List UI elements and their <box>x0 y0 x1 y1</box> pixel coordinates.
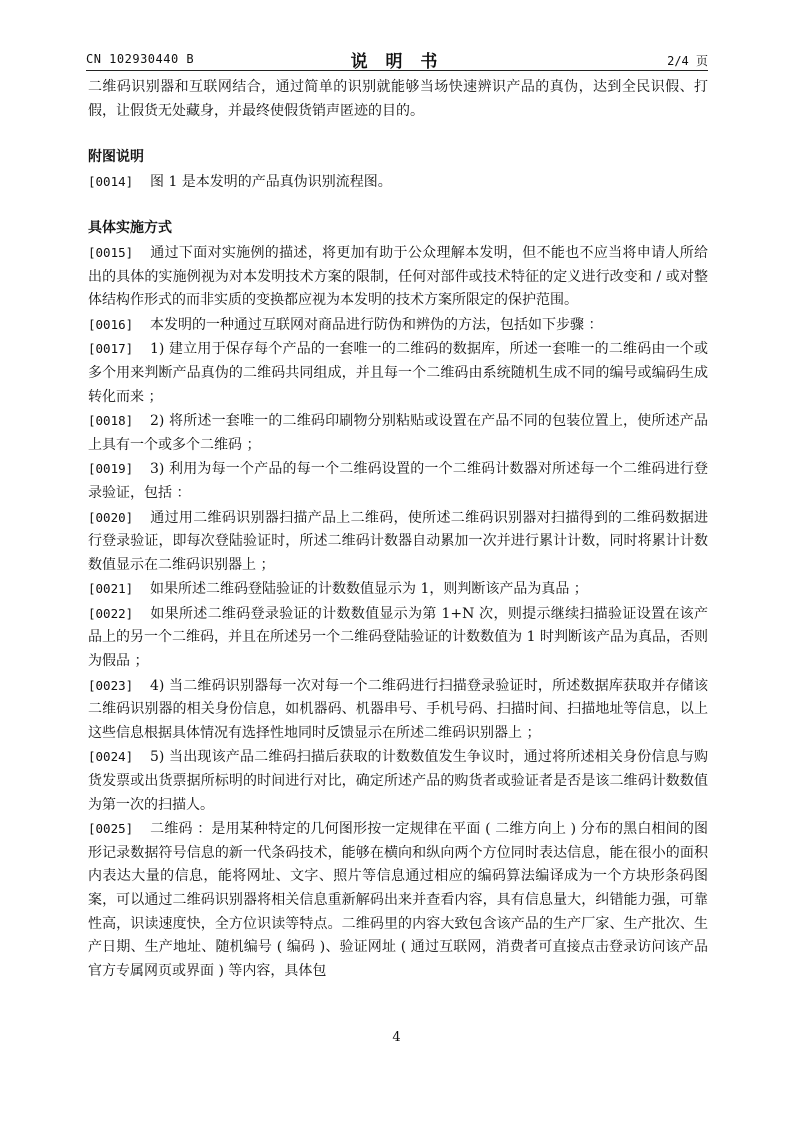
paragraph-tag: [0025] <box>88 821 134 837</box>
spacer <box>88 194 708 217</box>
paragraph-text: 二维码 ：是用某种特定的几何图形按一定规律在平面 ( 二维方向上 ) 分布的黑白相间的图形记录数据符号信息的新一代条码技术，能够在横向和纵向两个方位同时表达信息，能在很小的面积内表达大量的信息，能将网址、文字、照片等信息通过相应的编码算法编译成为一个方块形条码图案，可以通过二维码识别器将相关信息重新解码出来并查看内容，具有信息量大，纠错能力强，可靠性高，识读速度快，全方位识读等特点。二维码里的内容大致包含该产品的生产厂家、生产批次、生产日期、生产地址、随机编号 ( 编码 )、验证网址 ( 通过互联网，消费者可直接点击登录访问该产品官方专属网页或界面 ) 等内容，具体包 <box>88 821 708 979</box>
paragraph-text: 通过下面对实施例的描述，将更加有助于公众理解本发明，但不能也不应当将申请人所给出的具体的实施例视为对本发明技术方案的限制，任何对部件或技术特征的定义进行改变和 / 或对整体结构作形式的而非实质的变换都应视为本发明的技术方案所限定的保护范围。 <box>88 244 708 309</box>
paragraph-0025 <box>88 817 708 983</box>
paragraph-text: 2) 将所述一套唯一的二维码印刷物分别粘贴或设置在产品不同的包装位置上，使所述产品上具有一个或多个二维码 ； <box>88 413 708 453</box>
paragraph-0020 <box>88 506 708 578</box>
paragraph-tag: [0022] <box>88 605 134 621</box>
patent-number: CN 102930440 B <box>86 52 195 66</box>
paragraph-text: 1) 建立用于保存每个产品的一套唯一的二维码的数据库，所述一套唯一的二维码由一个或多个用来判断产品真伪的二维码共同组成，并且每一个二维码由系统随机生成不同的编号或编码生成转化而来 ； <box>88 341 708 405</box>
paragraph-tag: [0014] <box>88 173 134 189</box>
paragraph-0023 <box>88 674 708 746</box>
paragraph-text: 3) 利用为每一个产品的每一个二维码设置的一个二维码计数器对所述每一个二维码进行登录验证，包括 ： <box>88 461 708 501</box>
page-indicator: 2/4 页 <box>667 54 708 68</box>
paragraph-text: 图 1 是本发明的产品真伪识别流程图。 <box>150 173 392 190</box>
paragraph-tag: [0016] <box>88 316 134 332</box>
page-number: 4 <box>392 1030 401 1045</box>
paragraph-text: 5) 当出现该产品二维码扫描后获取的计数数值发生争议时，通过将所述相关身份信息与购货发票或出货票据所标明的时间进行对比，确定所述产品的购货者或验证者是否是该二维码计数数值为第一次的扫描人。 <box>88 749 708 813</box>
paragraph-tag: [0020] <box>88 509 134 525</box>
paragraph-0016 <box>88 313 708 338</box>
paragraph-tag: [0021] <box>88 581 134 597</box>
intro-paragraph: 二维码识别器和互联网结合，通过简单的识别就能够当场快速辨识产品的真伪，达到全民识假、打假，让假货无处藏身，并最终使假货销声匿迹的目的。 <box>88 79 708 119</box>
paragraph-tag: [0015] <box>88 244 134 260</box>
spacer <box>88 123 708 146</box>
paragraph-text: 如果所述二维码登录验证的计数数值显示为第 1+N 次，则提示继续扫描验证设置在该产品上的另一个二维码，并且在所述另一个二维码登陆验证的计数数值为 1 时判断该产品为真品，否则为假品 ； <box>88 605 708 670</box>
paragraph-tag: [0023] <box>88 677 134 693</box>
paragraph-0024 <box>88 745 708 817</box>
document-body <box>88 76 708 983</box>
paragraph-0018 <box>88 409 708 457</box>
embodiments-heading: 具体实施方式 <box>88 220 172 237</box>
paragraph-tag: [0019] <box>88 461 134 477</box>
paragraph-text: 如果所述二维码登陆验证的计数数值显示为 1，则判断该产品为真品 ； <box>150 581 588 598</box>
paragraph-tag: [0024] <box>88 749 134 765</box>
header-divider <box>86 70 708 71</box>
document-title: 说 明 书 <box>350 52 444 72</box>
paragraph-text: 本发明的一种通过互联网对商品进行防伪和辨伪的方法，包括如下步骤 ： <box>150 316 603 333</box>
paragraph-0015 <box>88 241 708 313</box>
paragraph-text: 通过用二维码识别器扫描产品上二维码，使所述二维码识别器对扫描得到的二维码数据进行登录验证，即每次登陆验证时，所述二维码计数器自动累加一次并进行累计计数，同时将累计计数数值显示在二维码识别器上 ； <box>88 509 708 573</box>
paragraph-0019 <box>88 457 708 505</box>
page-header <box>86 47 708 72</box>
paragraph-tag: [0017] <box>88 341 134 357</box>
paragraph-0021 <box>88 577 708 602</box>
paragraph-0014 <box>88 170 708 195</box>
paragraph-text: 4) 当二维码识别器每一次对每一个二维码进行扫描登录验证时，所述数据库获取并存储该二维码识别器的相关身份信息，如机器码、机器串号、手机号码、扫描时间、扫描地址等信息，以上这些信息根据具体情况有选择性地同时反馈显示在所述二维码识别器上 ； <box>88 677 708 741</box>
paragraph-tag: [0018] <box>88 413 134 429</box>
paragraph-0017 <box>88 337 708 409</box>
paragraph-0022 <box>88 602 708 674</box>
figures-heading: 附图说明 <box>88 149 144 166</box>
